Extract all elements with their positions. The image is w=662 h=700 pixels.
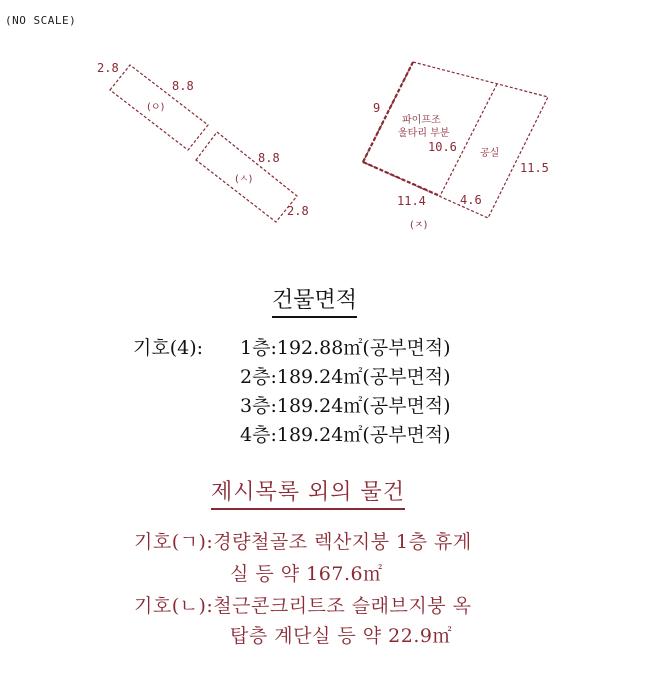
extra-items-title: 제시목록 외의 물건: [211, 475, 405, 510]
label-right-empty: 공실: [480, 148, 500, 159]
dim-right-left-side: 9: [373, 101, 381, 115]
label-right-symbol: (ㅈ): [410, 220, 428, 231]
building-area-row-2: [240, 362, 451, 389]
floor-label: 3층: [240, 395, 271, 417]
floor-area: :189.24㎡(공부면적): [270, 366, 451, 388]
building-area-prefix: 기호(4):: [133, 337, 204, 359]
label-left-upper: (ㅇ): [147, 102, 165, 113]
floor-label: 2층: [240, 366, 271, 388]
label-left-lower: (ㅅ): [235, 174, 253, 185]
floor-label: 1층: [240, 337, 271, 359]
dim-left-bottom-short: 2.8: [287, 204, 309, 218]
building-area-row-3: [240, 391, 451, 418]
dim-right-part-value: 10.6: [428, 140, 457, 154]
dim-right-bottom-right: 4.6: [460, 193, 482, 207]
extra-item-1-line-1: 기호(ㄱ):경량철골조 렉산지붕 1층 휴게: [134, 531, 472, 553]
extra-item-2-line-1: 기호(ㄴ):철근콘크리트조 슬래브지붕 옥: [134, 595, 472, 617]
sketch-right-fence-bottom: [363, 162, 440, 196]
dim-left-top-short: 2.8: [97, 61, 119, 75]
dim-left-lower-long: 8.8: [258, 151, 280, 165]
floor-area: :189.24㎡(공부면적): [270, 424, 451, 446]
label-right-part-2: 울타리 부분: [398, 128, 450, 139]
label-right-part-1: 파이프조: [402, 115, 441, 126]
no-scale-note: (NO SCALE): [5, 14, 77, 27]
floor-sketch: [0, 0, 662, 270]
building-area-title: 건물면적: [272, 283, 357, 318]
floor-area: :192.88㎡(공부면적): [270, 337, 451, 359]
extra-item-1-line-2: 실 등 약 167.6㎡: [230, 563, 383, 585]
floor-label: 4층: [240, 424, 271, 446]
building-area-row-1: [240, 333, 451, 360]
dim-right-right-side: 11.5: [520, 161, 549, 175]
floor-area: :189.24㎡(공부면적): [270, 395, 451, 417]
building-area-row-4: [240, 420, 451, 447]
dim-left-top-long: 8.8: [172, 79, 194, 93]
dim-right-bottom-left: 11.4: [397, 194, 426, 208]
extra-item-2-line-2: 탑층 계단실 등 약 22.9㎡: [230, 625, 452, 647]
